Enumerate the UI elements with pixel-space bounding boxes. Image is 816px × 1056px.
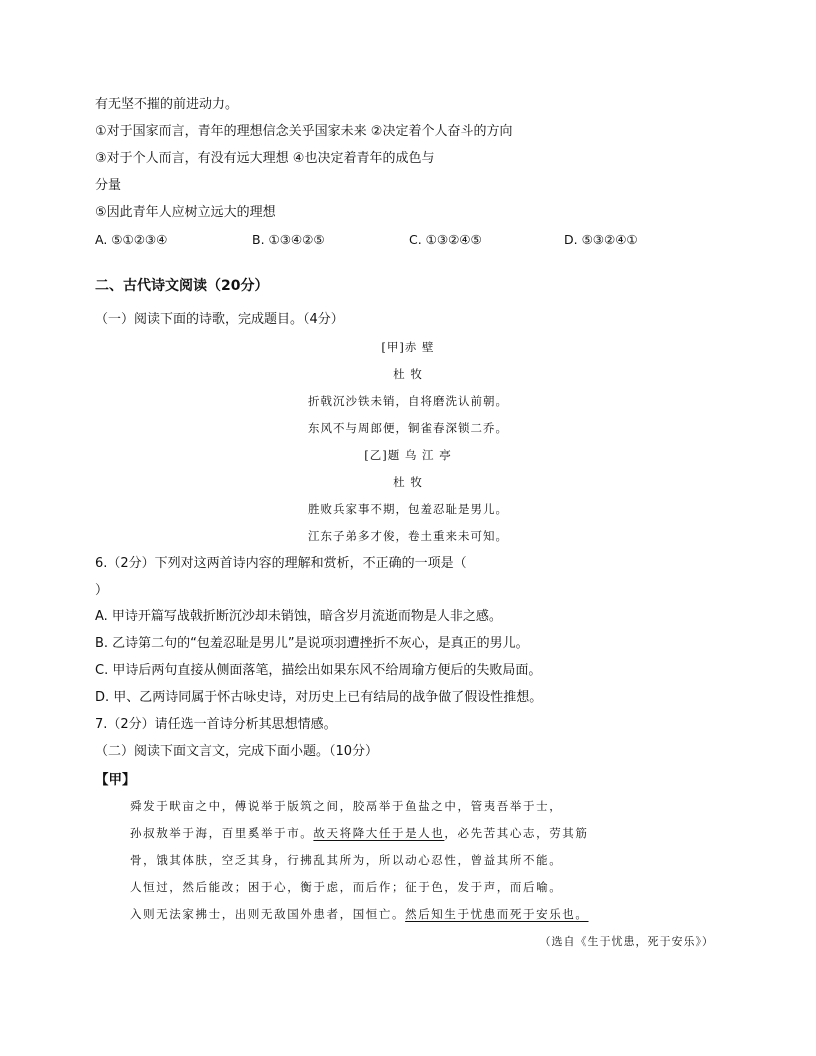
- passage-line: 骨，饿其体肤，空乏其身，行拂乱其所为，所以动心忍性，曾益其所不能。: [130, 853, 563, 867]
- answer-option-b: B. 乙诗第二句的“包羞忍耻是男儿”是说项羽遭挫折不灰心，是真正的男儿。: [95, 636, 529, 651]
- question-stem: 6.（2分）下列对这两首诗内容的理解和赏析，不正确的一项是（: [95, 556, 467, 571]
- text-line: 分量: [95, 178, 122, 193]
- poem-line: 东风不与周郎便，铜雀春深锁二乔。: [308, 421, 508, 435]
- choice-option-d: D. ⑤③②④①: [564, 232, 638, 247]
- passage-label: 【甲】: [95, 772, 136, 788]
- passage-line: 人恒过，然后能改；困于心，衡于虑，而后作；征于色，发于声，而后喻。: [130, 880, 563, 894]
- answer-option-d: D. 甲、乙两诗同属于怀古咏史诗，对历史上已有结局的战争做了假设性推想。: [95, 690, 543, 705]
- choice-option-c: C. ①③②④⑤: [409, 232, 482, 247]
- part-intro: （一）阅读下面的诗歌，完成题目。（4分）: [95, 312, 344, 327]
- passage-segment: 入则无法家拂士，出则无敌国外患者，国恒亡。: [130, 907, 406, 921]
- text-line: 有无坚不摧的前进动力。: [95, 97, 239, 112]
- choice-option-b: B. ①③④②⑤: [252, 232, 325, 247]
- passage-line: 舜发于畎亩之中，傅说举于版筑之间，胶鬲举于鱼盐之中，管夷吾举于士，: [130, 799, 563, 813]
- text-line: ⑤因此青年人应树立远大的理想: [95, 205, 276, 220]
- text-line: ①对于国家而言，青年的理想信念关乎国家未来 ②决定着个人奋斗的方向: [95, 124, 513, 139]
- passage-line: [130, 906, 589, 922]
- poem-line: 胜败兵家事不期，包羞忍耻是男儿。: [308, 502, 508, 516]
- passage-line: [130, 825, 589, 841]
- poem-line: 折戟沉沙铁未销，自将磨洗认前朝。: [308, 394, 508, 408]
- section-heading: 二、古代诗文阅读（20分）: [95, 278, 269, 294]
- poem-author: 杜 牧: [393, 475, 423, 489]
- underlined-sentence: 然后知生于忧患而死于安乐也。: [405, 907, 589, 921]
- passage-segment: ，必先苦其心志，劳其筋: [444, 826, 589, 840]
- part-intro: （二）阅读下面文言文，完成下面小题。（10分）: [95, 744, 379, 759]
- passage-segment: 孙叔敖举于海，百里奚举于市。: [130, 826, 314, 840]
- passage-source: （选自《生于忧患，死于安乐》）: [539, 935, 714, 948]
- poem-title: [甲]赤 壁: [381, 340, 435, 354]
- answer-option-a: A. 甲诗开篇写战戟折断沉沙却未销蚀，暗含岁月流逝而物是人非之感。: [95, 609, 502, 624]
- text-line: ③对于个人而言，有没有远大理想 ④也决定着青年的成色与: [95, 151, 435, 166]
- answer-option-c: C. 甲诗后两句直接从侧面落笔，描绘出如果东风不给周瑜方便后的失败局面。: [95, 663, 542, 678]
- poem-title: [乙]题 乌 江 亭: [364, 448, 452, 462]
- question-7: 7.（2分）请任选一首诗分析其思想情感。: [95, 717, 337, 732]
- poem-author: 杜 牧: [393, 367, 423, 381]
- question-stem-end: ）: [95, 583, 109, 598]
- choice-option-a: A. ⑤①②③④: [95, 232, 168, 247]
- poem-line: 江东子弟多才俊，卷土重来未可知。: [308, 529, 508, 543]
- underlined-sentence: 故天将降大任于是人也: [313, 826, 445, 840]
